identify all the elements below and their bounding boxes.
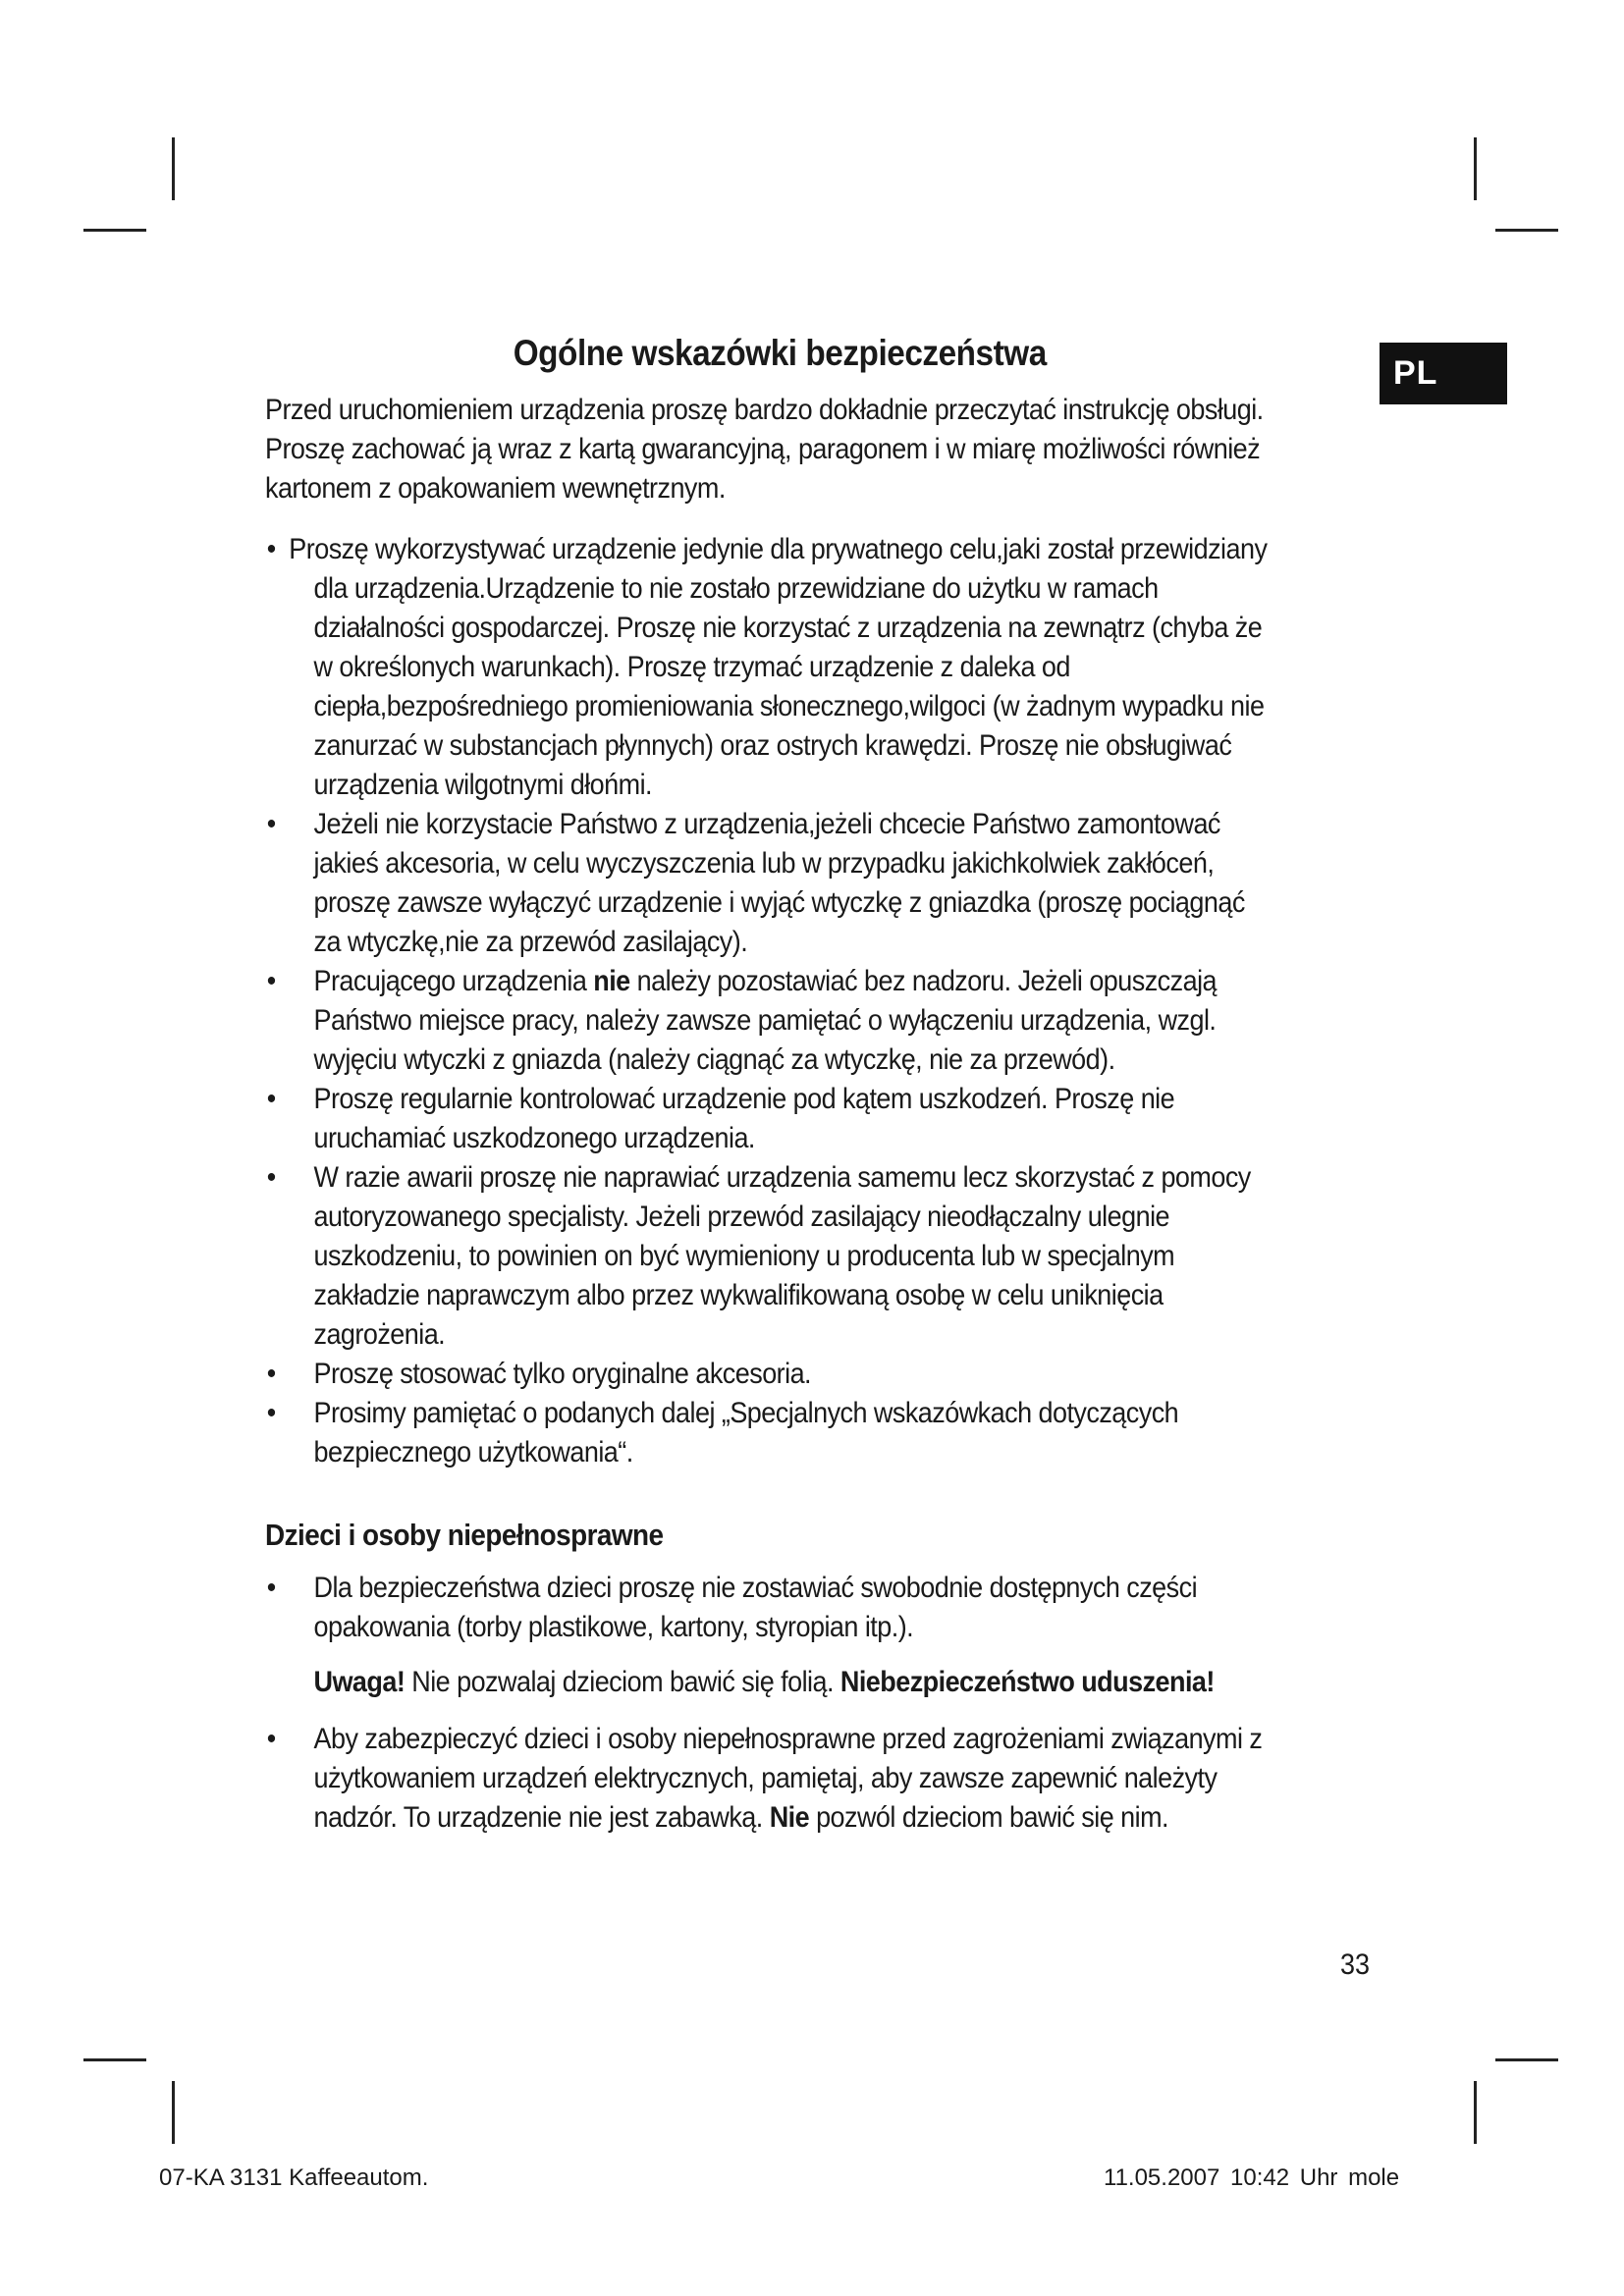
list-item-text: • Proszę wykorzystywać urządzenie jedynie dla prywatnego celu,jaki został przewidziany dla urządzenia.Urządzenie to nie zostało przewidziane do użytku w ramach działalności gospodarczej. Proszę nie korzystać z urządzenia na zewnątrz (chyba że w określonych warunkach). Proszę trzymać urządzenie z daleka od ciepła,bezpośredniego promieniowania słonecznego,wilgoci (w żadnym wypadku nie zanurzać w substancjach płynnych) oraz ostrych krawędzi. Proszę nie obsługiwać urządzenia wilgotnymi dłońmi. bbox=[289, 533, 1268, 801]
list-item-text: Aby zabezpieczyć dzieci i osoby niepełnosprawne przed zagrożeniami związanymi z użytkowaniem urządzeń elektrycznych, pamiętaj, aby zawsze zapewnić należyty nadzór. To urządzenie nie jest zabawką. bbox=[313, 1723, 1263, 1834]
list-item: • Prosimy pamiętać o podanych dalej „Specjalnych wskazówkach dotyczących bezpiecznego użytkowania“. bbox=[265, 1394, 1277, 1472]
crop-mark-top-left-vertical bbox=[172, 137, 175, 200]
page-content bbox=[265, 334, 1277, 1838]
crop-mark-bottom-left-horizontal bbox=[83, 2058, 146, 2061]
crop-mark-bottom-right-horizontal bbox=[1495, 2058, 1558, 2061]
crop-mark-top-right-horizontal bbox=[1495, 229, 1558, 232]
warning-text: Nie pozwalaj dzieciom bawić się folią. bbox=[405, 1666, 840, 1698]
list-item-text: pozwól dzieciom bawić się nim. bbox=[809, 1801, 1169, 1834]
list-item bbox=[265, 530, 1277, 805]
list-item: • Proszę stosować tylko oryginalne akcesoria. bbox=[265, 1355, 1277, 1394]
page-title: Ogólne wskazówki bezpieczeństwa bbox=[513, 333, 1047, 373]
children-safety-list-2 bbox=[265, 1720, 1277, 1838]
warning-label: Uwaga! bbox=[313, 1666, 406, 1698]
list-item: • Proszę regularnie kontrolować urządzenie pod kątem uszkodzeń. Proszę nie uruchamiać uszkodzonego urządzenia. bbox=[265, 1080, 1277, 1158]
crop-mark-bottom-left-vertical bbox=[172, 2081, 175, 2144]
crop-mark-top-left-horizontal bbox=[83, 229, 146, 232]
children-safety-list bbox=[265, 1569, 1277, 1647]
list-item-text: Pracującego urządzenia bbox=[313, 965, 594, 997]
list-item-text: należy pozostawiać bez nadzoru. Jeżeli opuszczają Państwo miejsce pracy, należy zawsze pamiętać o wyłączeniu urządzenia, wzgl. wyjęciu wtyczki z gniazda (należy ciągnąć za wtyczkę, nie za przewód). bbox=[313, 965, 1218, 1076]
emphasis-text: nie bbox=[593, 965, 630, 997]
list-item bbox=[265, 962, 1277, 1080]
list-item bbox=[265, 1720, 1277, 1838]
crop-mark-bottom-right-vertical bbox=[1474, 2081, 1477, 2144]
language-tab: PL bbox=[1380, 343, 1507, 404]
list-item: • Jeżeli nie korzystacie Państwo z urządzenia,jeżeli chcecie Państwo zamontować jakieś akcesoria, w celu wyczyszczenia lub w przypadku jakichkolwiek zakłóceń, proszę zawsze wyłączyć urządzenie i wyjąć wtyczkę z gniazdka (proszę pociągnąć za wtyczkę,nie za przewód zasilający). bbox=[265, 805, 1277, 962]
intro-paragraph: Przed uruchomieniem urządzenia proszę bardzo dokładnie przeczytać instrukcję obsługi. Proszę zachować ją wraz z kartą gwarancyjną, paragonem i w miarę możliwości również kartonem z opakowaniem wewnętrznym. bbox=[265, 394, 1264, 505]
footer-timestamp: 11.05.2007 10:42 Uhr mole bbox=[1104, 2164, 1400, 2191]
warning-emphasis: Niebezpieczeństwo uduszenia! bbox=[839, 1666, 1215, 1698]
list-item: • W razie awarii proszę nie naprawiać urządzenia samemu lecz skorzystać z pomocy autoryzowanego specjalisty. Jeżeli przewód zasilający nieodłączalny ulegnie uszkodzeniu, to powinien on być wymieniony u producenta lub w specjalnym zakładzie naprawczym albo przez wykwalifikowaną osobę w celu uniknięcia zagrożenia. bbox=[265, 1158, 1277, 1355]
general-safety-list bbox=[265, 530, 1277, 1472]
page-number: 33 bbox=[1340, 1949, 1371, 1981]
crop-mark-top-right-vertical bbox=[1474, 137, 1477, 200]
warning-note bbox=[314, 1663, 1277, 1702]
footer-file-name: 07-KA 3131 Kaffeeautom. bbox=[159, 2164, 429, 2191]
section-heading: Dzieci i osoby niepełnosprawne bbox=[265, 1518, 664, 1552]
emphasis-text: Nie bbox=[769, 1801, 810, 1834]
list-item: • Dla bezpieczeństwa dzieci proszę nie zostawiać swobodnie dostępnych części opakowania (torby plastikowe, kartony, styropian itp.). bbox=[265, 1569, 1277, 1647]
